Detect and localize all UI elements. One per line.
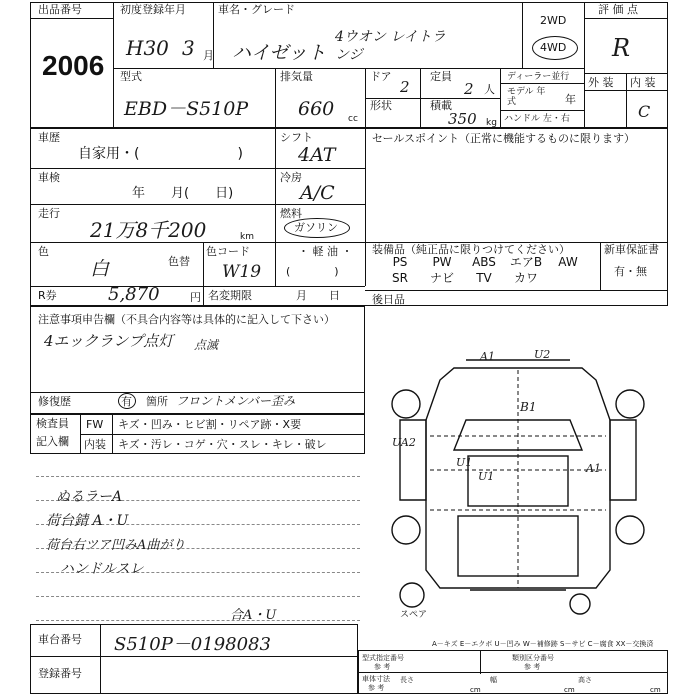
exterior-label: 外 装: [588, 76, 614, 89]
report-label: 注意事項申告欄（不具合内容等は具体的に記入して下さい）: [38, 313, 335, 326]
mileage-label: 走行: [38, 207, 60, 220]
interior-row-label: 内装: [84, 438, 106, 451]
interior-label: 内 装: [630, 76, 656, 89]
chassis-label: 車台番号: [38, 633, 82, 646]
car-diagram: [370, 340, 668, 630]
load-label: 積載: [430, 99, 452, 112]
entry-label: 記入欄: [36, 435, 69, 448]
shift-label: シフト: [280, 131, 313, 144]
equipment-item: カワ: [513, 271, 538, 285]
repair-label: 修復歴: [38, 395, 71, 408]
grade-handwritten: 4ウオン レイトランジ: [335, 29, 446, 63]
capacity-label: 定員: [430, 70, 452, 83]
rating: R: [612, 34, 631, 62]
recycle-value: 5,870: [108, 284, 160, 305]
new-car-warranty-label: 新車保証書: [604, 243, 659, 256]
ruled-line: [36, 476, 360, 477]
equipment-item: PS: [392, 255, 408, 269]
width-unit: cm: [564, 686, 575, 694]
name-change-value: 月 日: [296, 289, 340, 302]
name-change-label: 名変期限: [208, 289, 252, 302]
inspection-label: 車検: [38, 171, 60, 184]
ac-label: 冷房: [280, 171, 302, 184]
fuel-label: 燃料: [280, 207, 302, 220]
displacement-unit: cc: [348, 114, 358, 124]
handwritten-line-1: ぬるラーA: [56, 489, 123, 505]
lot-number: 2006: [42, 50, 105, 81]
color-code-label: 色コード: [206, 245, 250, 258]
equipment-item: SR: [392, 271, 408, 285]
diagram-label-u2: U2: [534, 348, 551, 361]
first-registration-era-year: H30: [126, 36, 169, 60]
bottom-note: 合A・U: [230, 608, 277, 623]
report-text: 4エックランプ点灯: [44, 332, 174, 350]
later-items-label: 後日品: [372, 293, 405, 306]
first-registration-label: 初度登録年月: [120, 3, 186, 16]
ruled-line: [36, 620, 360, 621]
person-unit: 人: [484, 83, 495, 96]
handwritten-line-3: 荷台右ツア凹みA曲がり: [46, 538, 186, 553]
recycle-label: R券: [38, 289, 57, 302]
fuel: ガソリン: [294, 221, 338, 234]
height-unit: cm: [650, 686, 661, 694]
rating-label: 評 価 点: [598, 3, 638, 16]
first-registration-month: 3: [182, 36, 195, 60]
capacity: 2: [464, 80, 474, 98]
diagram-legend: A－キズ E－エクボ U－凹み W－補修跡 S－サビ C－腐食 XX－交換済: [432, 640, 654, 648]
year-unit: 年: [565, 93, 576, 106]
lot-number-label: 出品番号: [38, 3, 82, 16]
drive-2wd: 2WD: [540, 14, 567, 27]
model-label: 型式: [120, 70, 142, 83]
equipment-label: 装備品（純正品に限りつけてください）: [372, 243, 570, 256]
color: 白: [90, 258, 110, 280]
vehicle-size-ref: 参 考: [368, 684, 385, 692]
diagram-label-u1-b: U1: [456, 456, 473, 469]
diagram-label-a1: A1: [480, 350, 495, 363]
fuel-paren: ( ): [286, 265, 339, 278]
report-text2: 点滅: [194, 338, 219, 352]
shape-label: 形状: [370, 99, 392, 112]
width-label: 幅: [490, 676, 497, 684]
spare-label: スペア: [400, 610, 428, 620]
interior-items: キズ・汚レ・コゲ・穴・スレ・キレ・破レ: [118, 438, 327, 451]
car-history: 自家用・( ): [78, 146, 243, 162]
chassis: S510P－0198083: [114, 634, 271, 655]
sales-point-label: セールスポイント（正常に機能するものに限ります）: [372, 132, 636, 145]
diagram-label-a1-b: A1: [586, 462, 601, 475]
equipment-item: AW: [558, 255, 578, 269]
fw-label: FW: [86, 418, 104, 431]
repair-place: フロントメンバー歪み: [176, 394, 296, 408]
diagram-label-ua2: UA2: [392, 436, 416, 449]
equipment-item: PW: [432, 255, 452, 269]
equipment-item: ナビ: [429, 271, 454, 285]
car-history-label: 車歴: [38, 131, 60, 144]
inspector-label: 検査員: [36, 417, 69, 430]
interior-grade: C: [638, 102, 651, 121]
model-year-label: モデル 年式: [507, 87, 546, 107]
handle-label: ハンドル 左・右: [504, 114, 570, 124]
category-ref: 参 考: [524, 663, 541, 671]
kg-unit: kg: [486, 118, 497, 128]
vehicle-size-label: 車体寸法: [362, 675, 390, 683]
height-label: 高さ: [578, 676, 592, 684]
color-change-label: 色替: [168, 255, 190, 268]
type-number-ref: 参 考: [374, 663, 391, 671]
doors-label: ドア: [370, 70, 392, 83]
diagram-label-u1-a: U1: [478, 470, 495, 483]
fuel-options: ・ 軽 油 ・: [298, 245, 353, 258]
doors: 2: [400, 78, 410, 96]
inspection-value: 年 月( 日): [132, 186, 234, 201]
load: 350: [448, 110, 477, 128]
diagram-label-b1: B1: [520, 400, 537, 414]
fw-items: キズ・凹み・ヒビ割・リペア跡・X要: [118, 418, 302, 431]
drive-4wd: 4WD: [540, 41, 567, 54]
equipment-item: ABS: [472, 255, 496, 269]
month-unit: 月: [203, 49, 214, 62]
type-number-label: 型式指定番号: [362, 654, 404, 662]
length-label: 長さ: [400, 676, 414, 684]
displacement: 660: [298, 98, 335, 120]
km-unit: km: [240, 232, 254, 242]
equipment-item: TV: [476, 271, 492, 285]
new-car-warranty-value: 有・無: [614, 265, 647, 278]
ac: A/C: [300, 182, 335, 204]
model: EBD－S510P: [124, 98, 249, 120]
reg-label: 登録番号: [38, 667, 82, 680]
handwritten-line-2: 荷台錆 A・U: [46, 513, 129, 529]
mileage: 21万8千200: [90, 218, 207, 242]
repair-has: 有: [121, 395, 132, 408]
category-label: 類別区分番号: [512, 654, 554, 662]
color-code: W19: [222, 262, 262, 282]
ruled-line: [36, 596, 360, 597]
length-unit: cm: [470, 686, 481, 694]
shift: 4AT: [298, 144, 336, 166]
yen-unit: 円: [190, 291, 201, 304]
car-name: ハイゼット: [232, 42, 327, 64]
color-label: 色: [38, 245, 49, 258]
car-name-label: 車名・グレード: [218, 3, 295, 16]
repair-place-label: 箇所: [146, 395, 168, 408]
equipment-item: エアB: [509, 255, 543, 269]
equipment-grid: [380, 256, 598, 290]
displacement-label: 排気量: [280, 70, 313, 83]
dealer-label: ディーラー並行: [507, 72, 570, 82]
handwritten-line-4: ハンドルスレ: [60, 561, 144, 577]
